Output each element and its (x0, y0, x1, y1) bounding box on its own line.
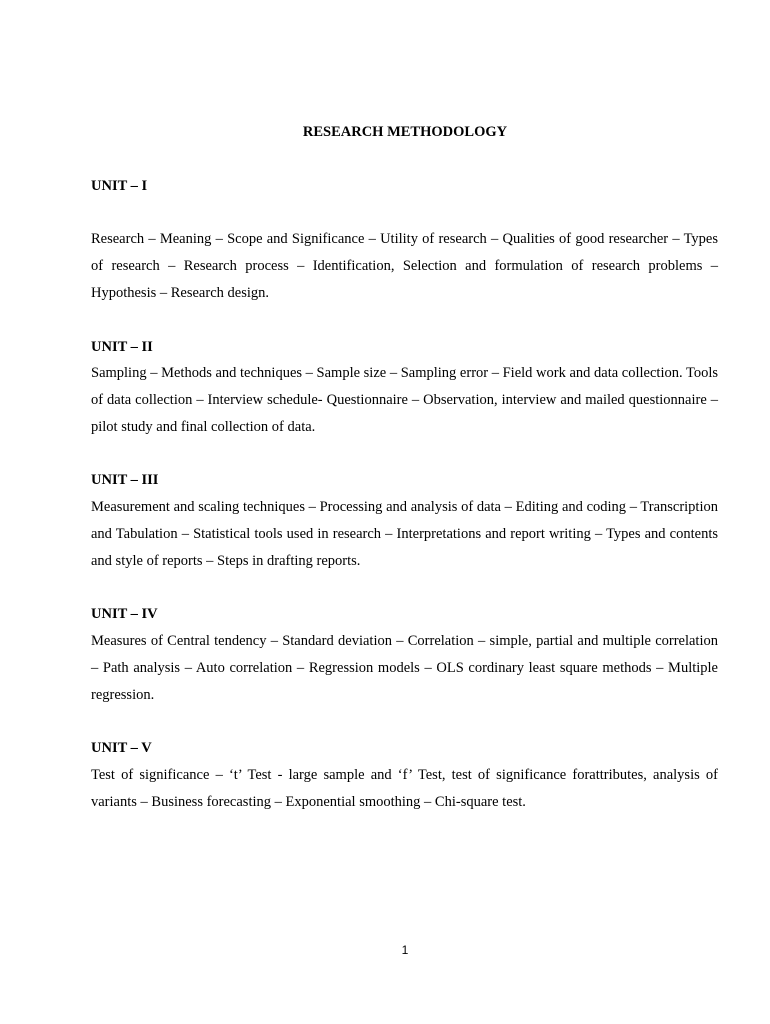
unit-5-body: Test of significance – ‘t’ Test - large sample and ‘f’ Test, test of significance forattributes, analysis of variants – Business forecasting – Exponential smoothing – Chi-square test. (91, 767, 718, 810)
unit-3-body: Measurement and scaling techniques – Processing and analysis of data – Editing and coding – Transcription and Tabulation – Statistical tools used in research – Interpretations and report writing – Types and contents and style of reports – Steps in drafting reports. (91, 499, 718, 569)
unit-4-body: Measures of Central tendency – Standard deviation – Correlation – simple, partial and multiple correlation – Path analysis – Auto correlation – Regression models – OLS cordinary least square methods – Multiple regression. (91, 633, 718, 703)
page-number: 1 (401, 943, 409, 957)
unit-2-body: Sampling – Methods and techniques – Sample size – Sampling error – Field work and data collection. Tools of data collection – Interview schedule- Questionnaire – Observation, interview and mailed questionnaire – pilot study and final collection of data. (91, 365, 718, 435)
unit-4-heading: UNIT – IV (91, 606, 158, 622)
unit-2-heading: UNIT – II (91, 339, 153, 355)
unit-5-heading: UNIT – V (91, 740, 152, 756)
unit-1-heading: UNIT – I (91, 178, 148, 194)
page-title: RESEARCH METHODOLOGY (302, 124, 508, 140)
unit-1-body: Research – Meaning – Scope and Significance – Utility of research – Qualities of good researcher – Types of research – Research process – Identification, Selection and formulation of research problems – Hypothesis – Research design. (91, 231, 718, 301)
unit-3-heading: UNIT – III (91, 472, 159, 488)
